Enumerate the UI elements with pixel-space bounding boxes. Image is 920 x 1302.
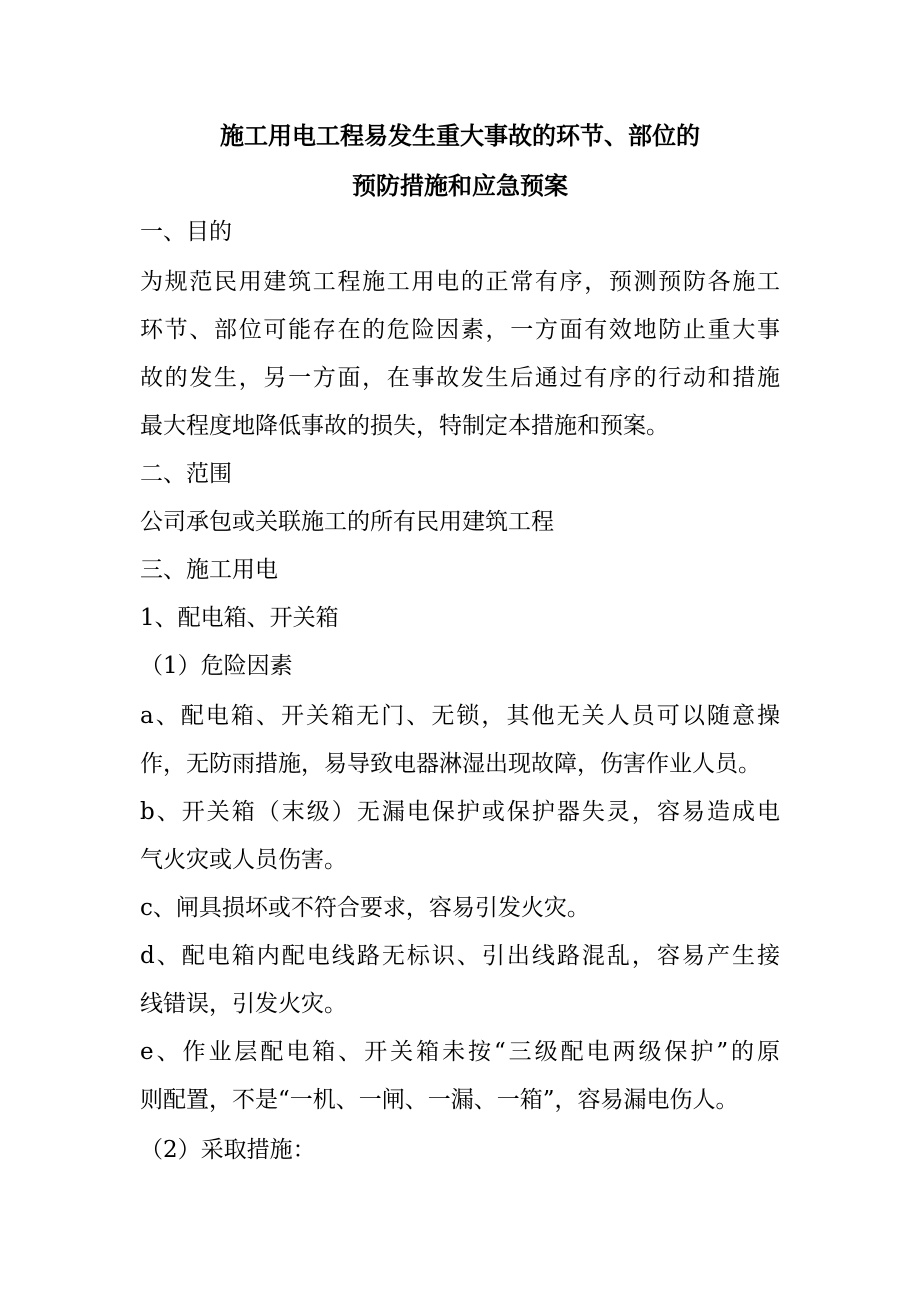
document-title-line-1: 施工用电工程易发生重大事故的环节、部位的 bbox=[220, 121, 700, 150]
hazard-c-text: c、闸具损坏或不符合要求，容易引发火灾。 bbox=[140, 895, 590, 921]
hazards-heading: （1）危险因素 bbox=[140, 653, 293, 679]
purpose-line-3: 故的发生，另一方面，在事故发生后通过有序的行动和措施 bbox=[140, 365, 780, 391]
hazard-d-line-1: d、配电箱内配电线路无标识、引出线路混乱，容易产生接 bbox=[140, 943, 780, 969]
document-title-line-2: 预防措施和应急预案 bbox=[352, 171, 568, 200]
hazard-e-line-2: 则配置，不是“一机、一闸、一漏、一箱”，容易漏电伤人。 bbox=[140, 1087, 739, 1113]
purpose-line-1: 为规范民用建筑工程施工用电的正常有序，预测预防各施工 bbox=[140, 269, 780, 295]
purpose-line-4: 最大程度地降低事故的损失，特制定本措施和预案。 bbox=[140, 413, 669, 439]
hazard-b-line-2: 气火灾或人员伤害。 bbox=[140, 847, 347, 873]
section-heading-construction-power: 三、施工用电 bbox=[140, 557, 278, 583]
section-heading-purpose: 一、目的 bbox=[140, 219, 232, 245]
hazard-a-line-2: 作，无防雨措施，易导致电器淋湿出现故障，伤害作业人员。 bbox=[140, 751, 761, 777]
hazard-b-line-1: b、开关箱（末级）无漏电保护或保护器失灵，容易造成电 bbox=[140, 799, 780, 825]
section-heading-scope: 二、范围 bbox=[140, 461, 232, 487]
purpose-line-2: 环节、部位可能存在的危险因素，一方面有效地防止重大事 bbox=[140, 317, 780, 343]
hazard-a-line-1: a、配电箱、开关箱无门、无锁，其他无关人员可以随意操 bbox=[140, 703, 780, 729]
hazard-d-line-2: 线错误，引发火灾。 bbox=[140, 991, 347, 1017]
measures-heading: （2）采取措施： bbox=[140, 1137, 316, 1163]
hazard-e-line-1: e、作业层配电箱、开关箱未按“三级配电两级保护”的原 bbox=[140, 1039, 780, 1065]
subsection-heading-distribution-boxes: 1、配电箱、开关箱 bbox=[140, 605, 339, 631]
scope-text: 公司承包或关联施工的所有民用建筑工程 bbox=[140, 509, 554, 535]
